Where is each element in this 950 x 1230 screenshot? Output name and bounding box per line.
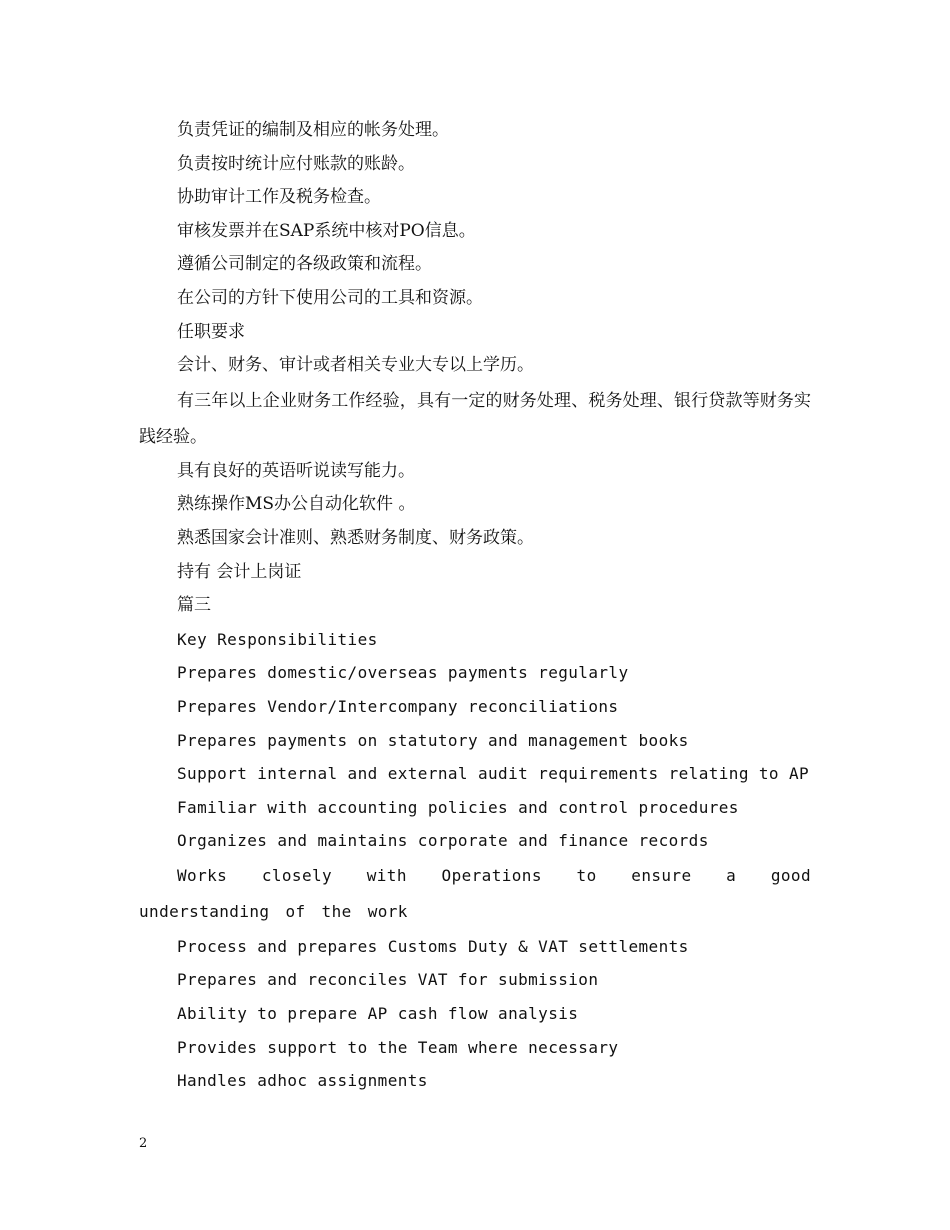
requirement-line: 熟悉国家会计准则、熟悉财务制度、财务政策。	[177, 527, 534, 548]
responsibility-line: Process and prepares Customs Duty & VAT settlements	[177, 936, 689, 956]
requirement-line: 熟练操作MS办公自动化软件 。	[177, 494, 416, 515]
requirement-paragraph: 有三年以上企业财务工作经验，具有一定的财务处理、税务处理、银行贷款等财务实践经验。	[139, 390, 811, 447]
responsibility-paragraph: Works closely with Operations to ensure a good understanding of the work	[139, 865, 811, 921]
page-number: 2	[139, 1136, 148, 1151]
responsibility-line: Provides support to the Team where necessary	[177, 1037, 619, 1057]
section-heading-part-three: 篇三	[177, 595, 211, 616]
duty-line: 负责凭证的编制及相应的帐务处理。	[177, 120, 449, 140]
duty-line: 负责按时统计应付账款的账龄。	[177, 153, 415, 174]
duty-line: 审核发票并在SAP系统中核对PO信息。	[177, 220, 476, 241]
responsibility-line: Familiar with accounting policies and control procedures	[177, 797, 739, 817]
responsibility-line: Handles adhoc assignments	[177, 1071, 428, 1091]
responsibility-line: Prepares domestic/overseas payments regularly	[177, 663, 629, 683]
responsibility-line: Prepares payments on statutory and management books	[177, 730, 689, 750]
requirement-line: 持有 会计上岗证	[177, 561, 302, 582]
duty-line: 协助审计工作及税务检查。	[177, 187, 381, 208]
responsibility-line: Prepares and reconciles VAT for submission	[177, 970, 599, 990]
responsibility-line: Prepares Vendor/Intercompany reconciliations	[177, 696, 619, 716]
requirement-line: 具有良好的英语听说读写能力。	[177, 460, 415, 481]
requirement-line: 会计、财务、审计或者相关专业大专以上学历。	[177, 355, 534, 376]
duty-line: 在公司的方针下使用公司的工具和资源。	[177, 287, 483, 308]
responsibility-line: Ability to prepare AP cash flow analysis	[177, 1004, 579, 1024]
document-body	[139, 114, 811, 1098]
duty-line: 遵循公司制定的各级政策和流程。	[177, 254, 432, 275]
section-heading-requirements: 任职要求	[177, 321, 245, 342]
section-heading-key-responsibilities: Key Responsibilities	[177, 629, 378, 649]
responsibility-line: Support internal and external audit requirements relating to AP	[177, 764, 810, 784]
responsibility-line: Organizes and maintains corporate and finance records	[177, 831, 709, 851]
